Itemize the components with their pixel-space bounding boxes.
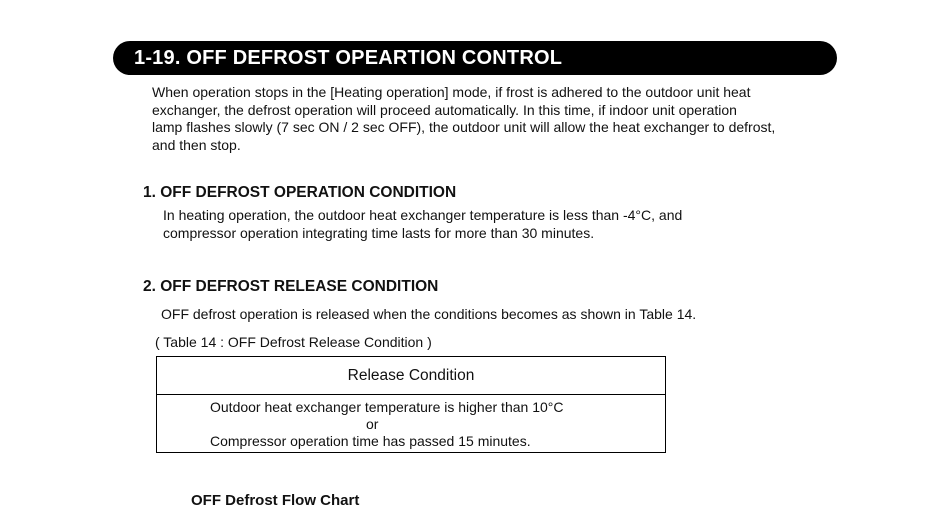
intro-line: and then stop. [152,136,241,153]
table-body [157,395,665,452]
release-condition-table [156,356,666,453]
release-text: OFF defrost operation is released when the conditions becomes as shown in Table 14. [161,306,697,322]
table-cell-line: or [366,416,379,432]
condition-line: In heating operation, the outdoor heat exchanger temperature is less than -4°C, and [163,207,683,223]
condition-line: compressor operation integrating time lasts for more than 30 minutes. [163,225,595,241]
table-cell-line: Outdoor heat exchanger temperature is higher than 10°C [210,399,564,415]
table-header: Release Condition [157,357,665,395]
condition-heading: 1. OFF DEFROST OPERATION CONDITION [143,184,457,201]
intro-line: exchanger, the defrost operation will proceed automatically. In this time, if indoor unit operation [152,101,737,118]
intro-line: lamp flashes slowly (7 sec ON / 2 sec OFF), the outdoor unit will allow the heat exchanger to defrost, [152,119,776,136]
release-heading: 2. OFF DEFROST RELEASE CONDITION [143,278,439,295]
condition-text [163,206,682,242]
table-caption: ( Table 14 : OFF Defrost Release Condition ) [155,334,432,350]
flow-chart-title: OFF Defrost Flow Chart [191,492,360,509]
section-title-bar [113,41,837,75]
intro-line: When operation stops in the [Heating operation] mode, if frost is adhered to the outdoor unit heat [152,84,751,100]
intro-paragraph [152,84,812,154]
table-cell-line: Compressor operation time has passed 15 minutes. [210,433,531,449]
section-title: 1-19. OFF DEFROST OPEARTION CONTROL [134,46,563,69]
